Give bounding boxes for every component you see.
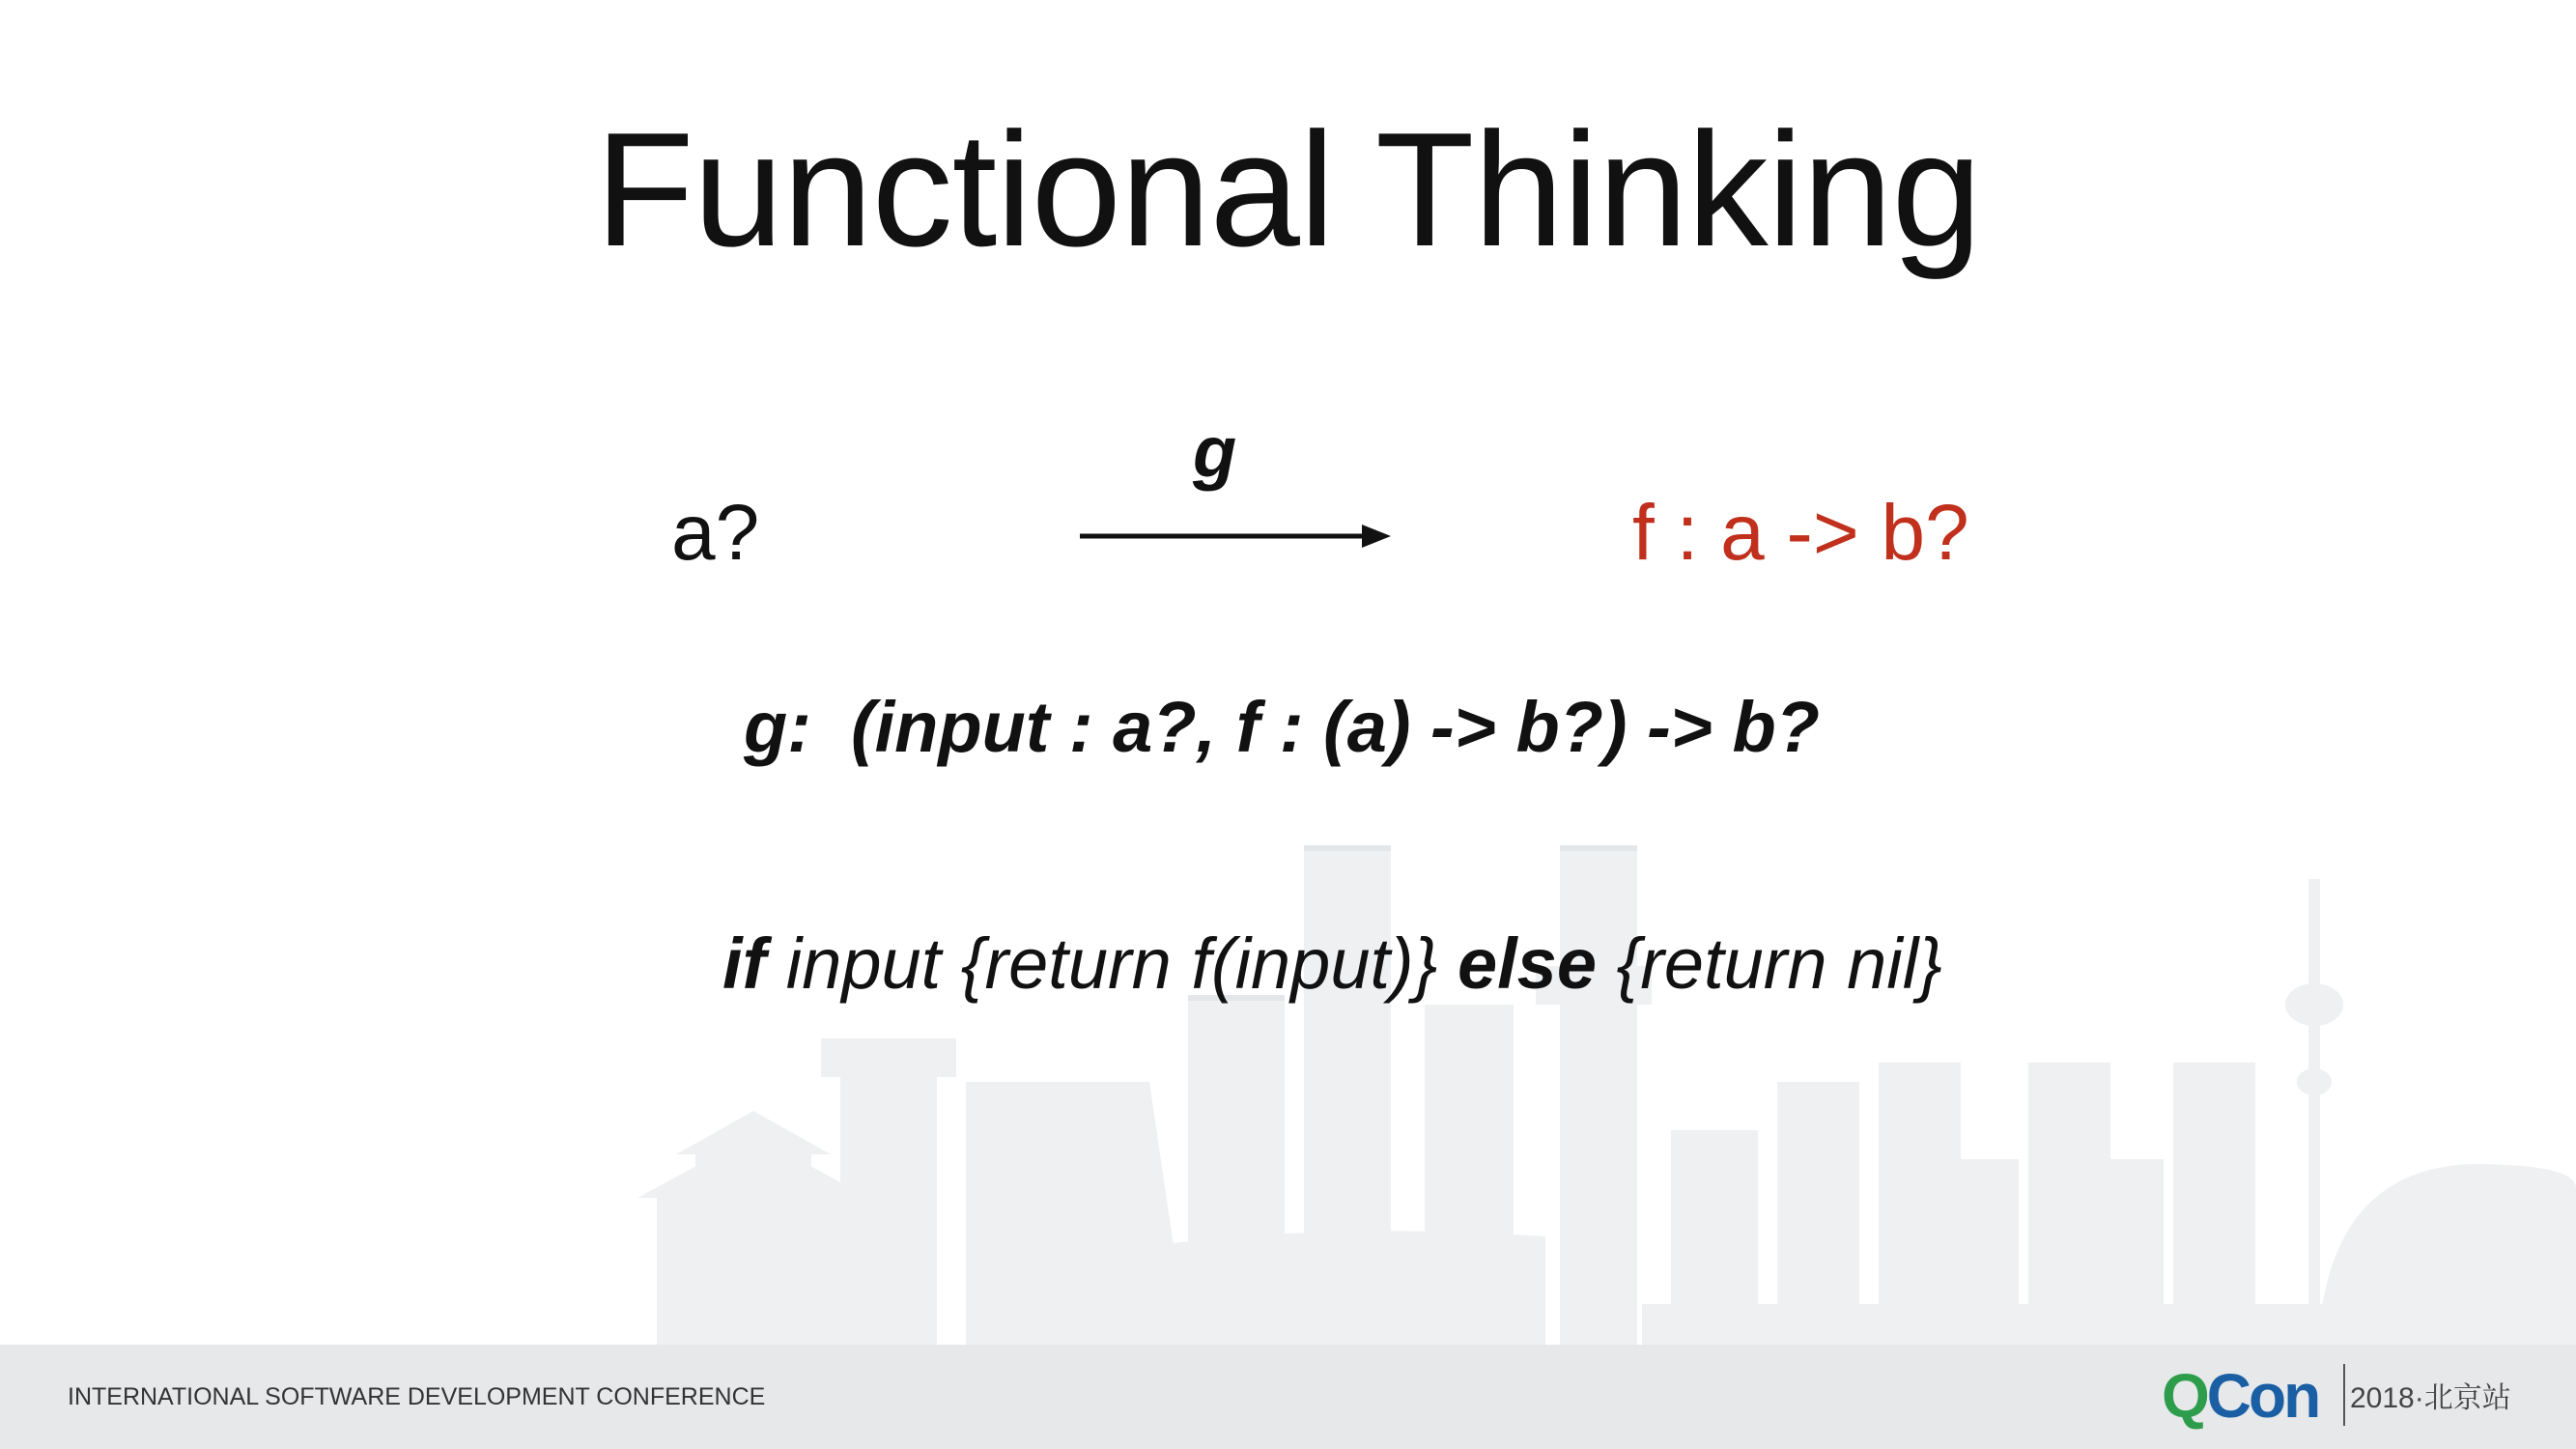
conference-edition: 2018·北京站 xyxy=(2350,1382,2511,1414)
logo-divider xyxy=(2343,1364,2345,1426)
logo-con: Con xyxy=(2206,1361,2319,1431)
conference-name: INTERNATIONAL SOFTWARE DEVELOPMENT CONFERENCE xyxy=(68,1383,766,1410)
keyword-if: if xyxy=(722,923,767,1004)
function-body xyxy=(722,923,1942,1005)
input-type-label: a? xyxy=(671,489,760,577)
body-part-1: input {return f(input)} xyxy=(766,923,1458,1004)
keyword-else: else xyxy=(1457,923,1597,1004)
qcon-logo xyxy=(2162,1360,2318,1432)
slide-title: Functional Thinking xyxy=(595,99,1981,280)
arrow-function-label: g xyxy=(1193,412,1237,492)
logo-q: Q xyxy=(2162,1361,2207,1431)
right-arrow-icon xyxy=(1072,517,1401,555)
function-type-label: f : a -> b? xyxy=(1632,489,1969,577)
body-part-2: {return nil} xyxy=(1597,923,1942,1004)
function-signature: g: (input : a?, f : (a) -> b?) -> b? xyxy=(744,687,1820,767)
